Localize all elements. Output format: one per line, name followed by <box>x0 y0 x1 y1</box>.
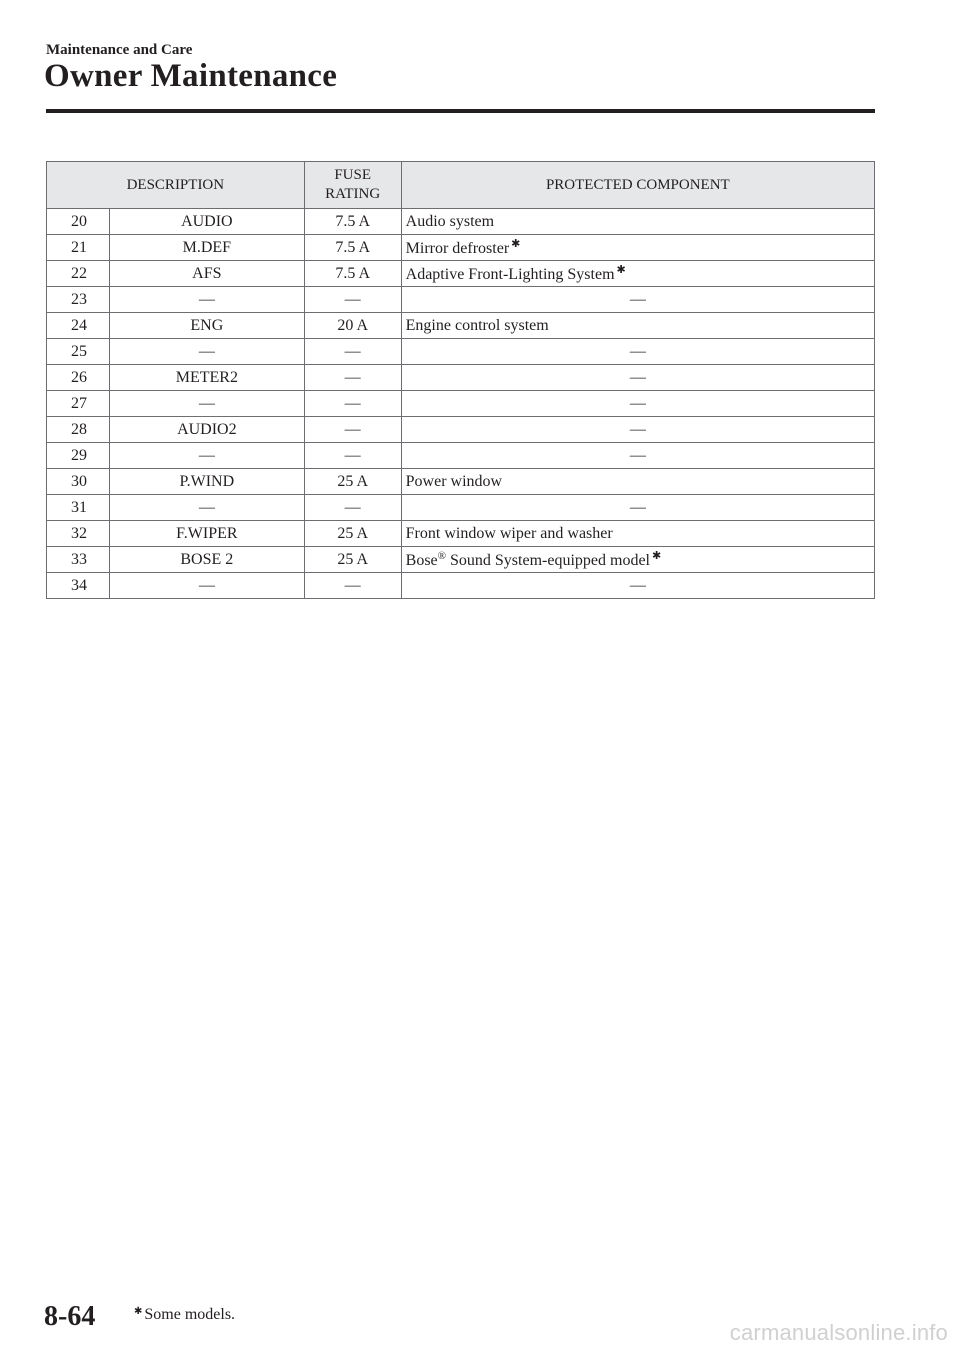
protected-component: ― <box>401 573 874 599</box>
table-row <box>47 261 875 287</box>
fuse-description: P.WIND <box>109 469 304 495</box>
fuse-number: 23 <box>47 287 110 313</box>
table-row <box>47 573 875 599</box>
fuse-rating: 25 A <box>304 547 401 573</box>
table-row <box>47 287 875 313</box>
table-row <box>47 469 875 495</box>
fuse-rating: ― <box>304 443 401 469</box>
fuse-description: ― <box>109 391 304 417</box>
component-text: Audio system <box>405 212 495 230</box>
footnote <box>134 1306 235 1324</box>
fuse-rating: 25 A <box>304 469 401 495</box>
fuse-number: 32 <box>47 521 110 547</box>
asterisk-icon: ✱ <box>616 264 626 276</box>
fuse-rating: ― <box>304 287 401 313</box>
component-text: Sound System-equipped model <box>446 552 650 569</box>
page-title: Owner Maintenance <box>44 58 338 94</box>
column-header-protected-component: PROTECTED COMPONENT <box>401 162 874 209</box>
table-row <box>47 209 875 235</box>
asterisk-icon: ✱ <box>511 238 521 250</box>
component-text: Mirror defroster <box>405 240 510 257</box>
table-row <box>47 521 875 547</box>
protected-component: ― <box>401 417 874 443</box>
fuse-rating: 7.5 A <box>304 235 401 261</box>
section-label: Maintenance and Care <box>46 42 193 58</box>
protected-component: ― <box>401 443 874 469</box>
title-divider <box>46 109 875 113</box>
footnote-text: Some models. <box>144 1306 236 1323</box>
fuse-number: 28 <box>47 417 110 443</box>
component-text: Front window wiper and washer <box>405 524 613 542</box>
fuse-number: 29 <box>47 443 110 469</box>
fuse-number: 30 <box>47 469 110 495</box>
asterisk-icon: ✱ <box>134 1306 143 1317</box>
component-text: Adaptive Front-Lighting System <box>405 266 615 283</box>
component-text: Engine control system <box>405 316 549 334</box>
protected-component: ― <box>401 287 874 313</box>
fuse-rating: ― <box>304 365 401 391</box>
fuse-number: 21 <box>47 235 110 261</box>
table-row <box>47 339 875 365</box>
table-header-row <box>47 162 875 209</box>
protected-component <box>401 469 874 495</box>
protected-component: ― <box>401 495 874 521</box>
fuse-rating: ― <box>304 339 401 365</box>
fuse-description: ― <box>109 573 304 599</box>
fuse-table <box>46 161 875 599</box>
protected-component: ― <box>401 391 874 417</box>
fuse-rating: ― <box>304 573 401 599</box>
fuse-description: ― <box>109 339 304 365</box>
table-row <box>47 313 875 339</box>
fuse-number: 26 <box>47 365 110 391</box>
table-row <box>47 443 875 469</box>
fuse-rating: ― <box>304 391 401 417</box>
table-row <box>47 235 875 261</box>
fuse-rating: 25 A <box>304 521 401 547</box>
fuse-number: 22 <box>47 261 110 287</box>
fuse-rating: ― <box>304 417 401 443</box>
fuse-number: 34 <box>47 573 110 599</box>
column-header-fuse-rating-line1: FUSE <box>334 167 372 183</box>
protected-component: ― <box>401 365 874 391</box>
fuse-description: AUDIO <box>109 209 304 235</box>
fuse-rating: ― <box>304 495 401 521</box>
watermark: carmanualsonline.info <box>729 1320 948 1345</box>
protected-component <box>401 521 874 547</box>
fuse-description: AUDIO2 <box>109 417 304 443</box>
table-row <box>47 417 875 443</box>
table-row <box>47 547 875 573</box>
protected-component <box>401 235 874 261</box>
fuse-description: M.DEF <box>109 235 304 261</box>
component-text: Power window <box>405 472 503 490</box>
fuse-rating: 7.5 A <box>304 261 401 287</box>
protected-component <box>401 313 874 339</box>
asterisk-icon: ✱ <box>651 550 662 562</box>
fuse-number: 31 <box>47 495 110 521</box>
fuse-description: BOSE 2 <box>109 547 304 573</box>
fuse-number: 33 <box>47 547 110 573</box>
fuse-description: F.WIPER <box>109 521 304 547</box>
protected-component <box>401 209 874 235</box>
fuse-description: ENG <box>109 313 304 339</box>
page-number: 8-64 <box>44 1301 96 1332</box>
registered-mark: ® <box>437 550 446 562</box>
fuse-number: 20 <box>47 209 110 235</box>
table-row <box>47 391 875 417</box>
fuse-rating: 20 A <box>304 313 401 339</box>
fuse-description: ― <box>109 287 304 313</box>
column-header-description: DESCRIPTION <box>47 162 305 209</box>
fuse-number: 27 <box>47 391 110 417</box>
fuse-description: METER2 <box>109 365 304 391</box>
fuse-number: 24 <box>47 313 110 339</box>
fuse-rating: 7.5 A <box>304 209 401 235</box>
protected-component <box>401 261 874 287</box>
fuse-number: 25 <box>47 339 110 365</box>
component-brand: Bose <box>405 552 438 569</box>
fuse-table-body <box>47 209 875 599</box>
protected-component: ― <box>401 339 874 365</box>
fuse-description: ― <box>109 495 304 521</box>
column-header-fuse-rating-line2: RATING <box>325 186 381 202</box>
table-row <box>47 495 875 521</box>
column-header-fuse-rating <box>304 162 401 209</box>
fuse-description: ― <box>109 443 304 469</box>
protected-component <box>401 547 874 573</box>
table-row <box>47 365 875 391</box>
fuse-description: AFS <box>109 261 304 287</box>
